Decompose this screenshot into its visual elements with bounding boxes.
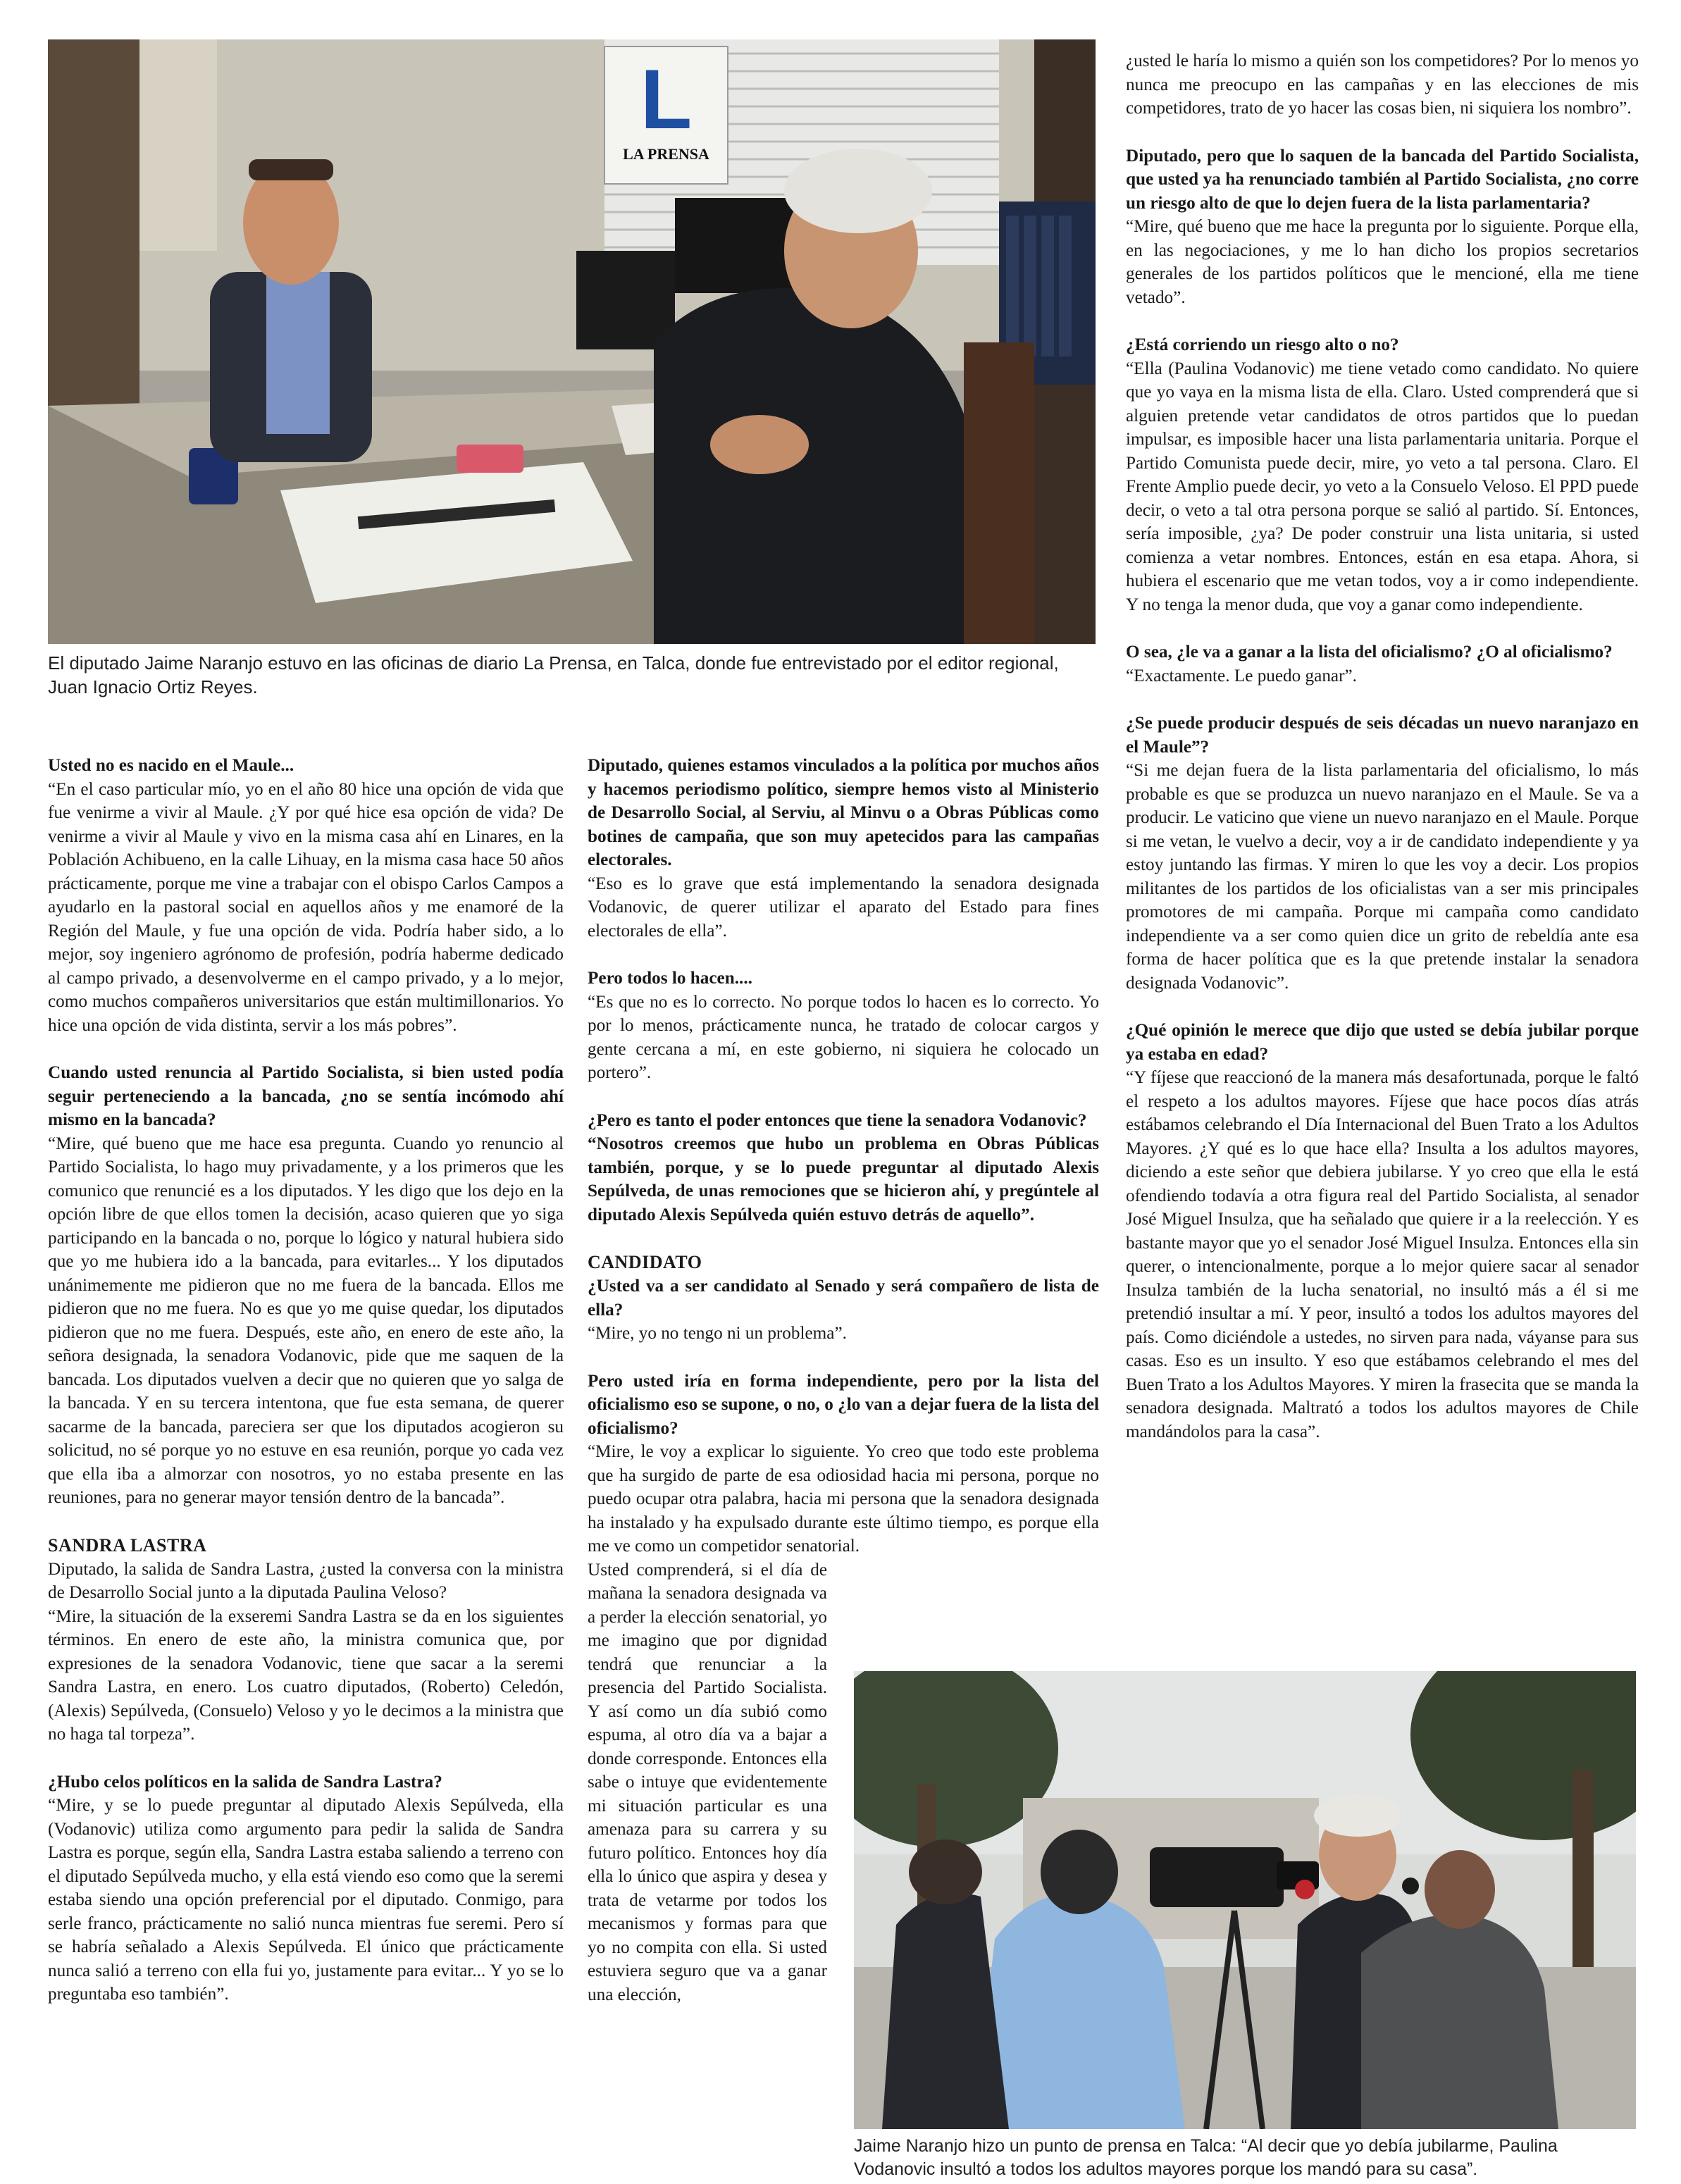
answer-political-jealousy: “Mire, y se lo puede preguntar al diputado Alexis Sepúlveda, ella (Vodanovic) utiliza como argumento para pedir la salida de Sandra Lastra es porque, según ella, Sandra Lastra estaba saliendo a terreno con el diputado Sepúlveda mucho, y ella está viendo eso como que la seremi estaba siendo una opción preferencial por el diputado. Conmigo, para serle franco, prácticamente no salió nunca mientras fue seremi. Pero sí se habría señalado a Alexis Sepúlveda. El único que prácticamente nunca salió a terreno con ella fui yo, justamente para evitar... Y yo se lo preguntaba eso también”. [48, 1796, 564, 2004]
press-point-scene [854, 1671, 1636, 2129]
answer-naranjazo: “Si me dejan fuera de la lista parlamentaria del oficialismo, lo más probable es que se produzca un nuevo naranjazo en el Maule. Se va a producir. Le vaticino que viene un nuevo naranjazo en el Maule. Porque si me vetan, le vuelvo a decir, voy a ir de candidato independiente y ya estoy juntando las firmas. Y miren lo que les voy a decir. Los propios militantes de los partidos de los oficialistas van a ser mis principales promotores de mi campaña. Porque mi campaña como candidato independiente va a ser como quien dice un grito de rebeldía ante esa forma de hacer política que es la que pretende instalar la senadora designada Vodanovic”. [1126, 761, 1639, 993]
section-sandra-lastra: SANDRA LASTRA [48, 1534, 207, 1556]
question-born-maule: Usted no es nacido en el Maule... [48, 756, 294, 775]
column-3 [1126, 49, 1639, 1444]
answer-independent-part2: Usted comprenderá, si el día de mañana la senadora designada va a perder la elección senatorial, yo me imagino que por dignidad tendrá que renunciar a la presencia del Partido Socialista. Y así como un día subió como espuma, al otro día va a bajar a donde corresponde. Entonces ella sabe o intuye que evidentemente mi situación particular es una amenaza para su carrera y su futuro político. Entonces hoy día ella lo único que aspira y desea y trata de vetarme por todos los mecanismos y formas para que yo no compita con ella. Si usted estuviera seguro que va a ganar una elección, [588, 1560, 827, 2004]
question-parliamentary-list: Diputado, pero que lo saquen de la bancada del Partido Socialista, que usted ya ha renunciado también al Partido Socialista, ¿no corre un riesgo alto de que lo dejen fuera de la lista parlamentaria? [1126, 146, 1639, 213]
answer-high-risk: “Ella (Paulina Vodanovic) me tiene vetado como candidato. No quiere que yo vaya en la misma lista de ella. Claro. Usted comprenderá que si alguien pretende vetar candidatos de otros partidos que lo puedan impulsar, es imposible hacer una lista parlamentaria unitaria. Porque el Partido Comunista puede decir, mire, yo veto a tal persona. Claro. El Frente Amplio puede decir, yo veto a la Consuelo Veloso. El PPD puede decir, o veto a tal otra persona porque se salió al partido. Sí. Entonces, sería imposible, ¿ya? De poder construir una lista unitaria, si usted comienza a vetar nombres. Entonces, están en esa etapa. Ahora, si hubiera el escenario que me vetan todos, voy a ir como independiente. Y no tenga la menor duda, que voy a ganar como independiente. [1126, 359, 1639, 614]
answer-campaign-spoils: “Eso es lo grave que está implementando la senadora designada Vodanovic, de querer utilizar el aparato del Estado para fines electorales de ella”. [588, 874, 1099, 941]
answer-beat-list: “Exactamente. Le puedo ganar”. [1126, 666, 1357, 685]
question-resign-party: Cuando usted renuncia al Partido Socialista, si bien usted podía seguir perteneciendo a la bancada, ¿no se sentía incómodo ahí mismo en la bancada? [48, 1063, 564, 1129]
answer-competitors: ¿usted le haría lo mismo a quién son los competidores? Por lo menos yo nunca me preocupo en las campañas y en las elecciones de mis competidores, trato de yo hacer las cosas bien, ni siquiera los nombro”. [1126, 51, 1639, 118]
question-independent: Pero usted iría en forma independiente, pero por la lista del oficialismo eso se supone, o no, o ¿lo van a dejar fuera de la lista del oficialismo? [588, 1371, 1099, 1438]
answer-senate-candidate: “Mire, yo no tengo ni un problema”. [588, 1324, 847, 1343]
answer-retire: “Y fíjese que reaccionó de la manera más desafortunada, porque le faltó el respeto a los adultos mayores. Fíjese que hace pocos días atrás estábamos celebrando el Día Internacional del Buen Trato a los Adultos Mayores. ¿Y qué es lo que hace ella? Insulta a los adultos mayores, diciendo a este señor que debiera jubilarse. Y yo creo que ella le está ofendiendo todavía a otra figura real del Partido Socialista, al senador José Miguel Insulza, que ha señalado que quiere ir a la reelección. Y es bastante mayor que yo el senador José Miguel Insulza. Entonces ella sin querer, o intencionalmente, porque a lo mejor quiere sacar al senador Insulza también de la lucha senatorial, no insultó más a él si me pretendió insultar a mí. Y peor, insultó a todos los adultos mayores del país. Como diciéndole a ustedes, no sirven para nada, váyanse para sus casas. Eso es un insulto. Y eso que estábamos celebrando el mes del Buen Trato a los Adultos Mayores. Y miren la frasecita que se manda la senadora designada. Maltrató a todos los adultos mayores de Chile mandándolos para la casa”. [1126, 1068, 1639, 1441]
answer-born-maule: “En el caso particular mío, yo en el año 80 hice una opción de vida que fue venirme a vivir al Maule. ¿Y por qué hice esa opción de vida? De venirme a vivir al Maule y vivo en la misma casa ahí en Linares, en la Población Achibueno, en la calle Lihuay, en la misma casa hace 50 años prácticamente, porque me vine a trabajar con el obispo Carlos Campos a ayudarlo en la pastoral social en aquellos años y me enamoré de la Región del Maule, y fue una opción de vida. Podría haber sido, a lo mejor, soy ingeniero agrónomo de profesión, podría haberme dedicado al campo privado, a desenvolverme en el campo privado, y a lo mejor, como muchos compañeros universitarios que están multimillonarios. Yo hice una opción de vida distinta, servir a los más pobres”. [48, 779, 564, 1035]
question-sandra-lastra: Diputado, la salida de Sandra Lastra, ¿usted la conversa con la ministra de Desarrollo Social junto a la diputada Paulina Veloso? [48, 1559, 564, 1602]
section-candidato: CANDIDATO [588, 1252, 702, 1272]
press-point-photo-caption: Jaime Naranjo hizo un punto de prensa en Talca: “Al decir que yo debía jubilarme, Paulina Vodanovic insultó a todos los adultos mayores porque los mandó para su casa”. [854, 2136, 1558, 2179]
question-retire: ¿Qué opinión le merece que dijo que usted se debía jubilar porque ya estaba en edad? [1126, 1021, 1639, 1064]
answer-parliamentary-list: “Mire, qué bueno que me hace la pregunta por lo siguiente. Porque ella, en las negociaciones, y me lo han dicho los propios secretarios generales de los partidos políticos que le mencioné, ella me tiene vetado”. [1126, 217, 1639, 307]
column-1 [48, 754, 564, 2006]
question-senate-candidate: ¿Usted va a ser candidato al Senado y será compañero de lista de ella? [588, 1277, 1099, 1320]
answer-everyone-does-it: “Es que no es lo correcto. No porque todos lo hacen es lo correcto. Yo por lo menos, prácticamente nunca, he tratado de colocar cargos y gente cercana a mí, en este gobierno, ni siquiera he colocado un portero”. [588, 992, 1099, 1082]
question-high-risk: ¿Está corriendo un riesgo alto o no? [1126, 335, 1399, 354]
answer-independent-part1: “Mire, le voy a explicar lo siguiente. Yo creo que todo este problema que ha surgido de parte de esa odiosidad hacia mi persona, porque no puedo ocupar otra palabra, hacia mi persona que la senadora designada ha instalado y ha expulsado durante este último tiempo, es porque ella me ve como un competidor senatorial. [588, 1442, 1099, 1556]
answer-senator-power: “Nosotros creemos que hubo un problema en Obras Públicas también, porque, y se lo puede preguntar al diputado Alexis Sepúlveda, de unas remociones que se hicieron ahí, y pregúntele al diputado Alexis Sepúlveda quién estuvo detrás de aquello”. [588, 1134, 1099, 1224]
answer-sandra-lastra: “Mire, la situación de la exseremi Sandra Lastra se da en los siguientes términos. En enero de este año, la ministra comunica que, por expresiones de la senadora Vodanovic, tiene que sacar a la seremi Sandra Lastra, en enero. Los cuatro diputados, (Roberto) Celedón, (Alexis) Sepúlveda, (Consuelo) Veloso y yo le decimos a la ministra que no haga tal torpeza”. [48, 1606, 564, 1744]
question-senator-power: ¿Pero es tanto el poder entonces que tiene la senadora Vodanovic? [588, 1110, 1087, 1130]
question-campaign-spoils: Diputado, quienes estamos vinculados a la política por muchos años y hacemos periodismo político, siempre hemos visto al Ministerio de Desarrollo Social, al Serviu, al Minvu o a Obras Públicas como botines de campaña, que son muy apetecidos para las campañas electorales. [588, 756, 1099, 869]
press-point-photo [854, 1671, 1636, 2129]
newspaper-sign-letter: L [640, 52, 693, 147]
question-beat-list: O sea, ¿le va a ganar a la lista del oficialismo? ¿O al oficialismo? [1126, 643, 1613, 662]
answer-resign-party: “Mire, qué bueno que me hace esa pregunta. Cuando yo renuncio al Partido Socialista, lo hago muy privadamente, y a los primeros que les comunico que renuncié es a los diputados. Y les digo que los dejo en la opción libre de que ellos tomen la decisión, acaso quieren que yo siga participando en la bancada o no, porque lo lógico y natural hubiera sido que yo me hubiera ido a la bancada, para evitarles... Y los diputados unánimemente me pidieron que no me fuera de la bancada. Ellos me pidieron que no me fuera. No es que yo me quise quedar, los diputados pidieron que no me fuera. Después, este año, en enero de este año, la señora designada, la senadora Vodanovic, pide que me saquen de la bancada. Los diputados vuelven a decir que no quieren que yo salga de la bancada. Y en su tercera intentona, que fue esta semana, de querer sacarme de la bancada, pareciera ser que los diputados acogieron su solicitud, no sé porque yo no estuve en esa reunión, porque yo cada vez que ella iba a almorzar con nosotros, yo no estaba presente en las reuniones, para no generar mayor tensión dentro de la bancada”. [48, 1134, 564, 1507]
newspaper-sign-text: LA PRENSA [623, 145, 709, 163]
question-naranjazo: ¿Se puede producir después de seis décadas un nuevo naranjazo en el Maule”? [1126, 714, 1639, 757]
interview-photo [48, 39, 1096, 644]
newspaper-sign [612, 54, 721, 163]
interview-scene [48, 39, 1096, 644]
question-political-jealousy: ¿Hubo celos políticos en la salida de Sandra Lastra? [48, 1772, 442, 1792]
question-everyone-does-it: Pero todos lo hacen.... [588, 969, 752, 988]
interview-photo-caption: El diputado Jaime Naranjo estuvo en las oficinas de diario La Prensa, en Talca, donde fue entrevistado por el editor regional, Juan Ignacio Ortiz Reyes. [48, 652, 1059, 697]
